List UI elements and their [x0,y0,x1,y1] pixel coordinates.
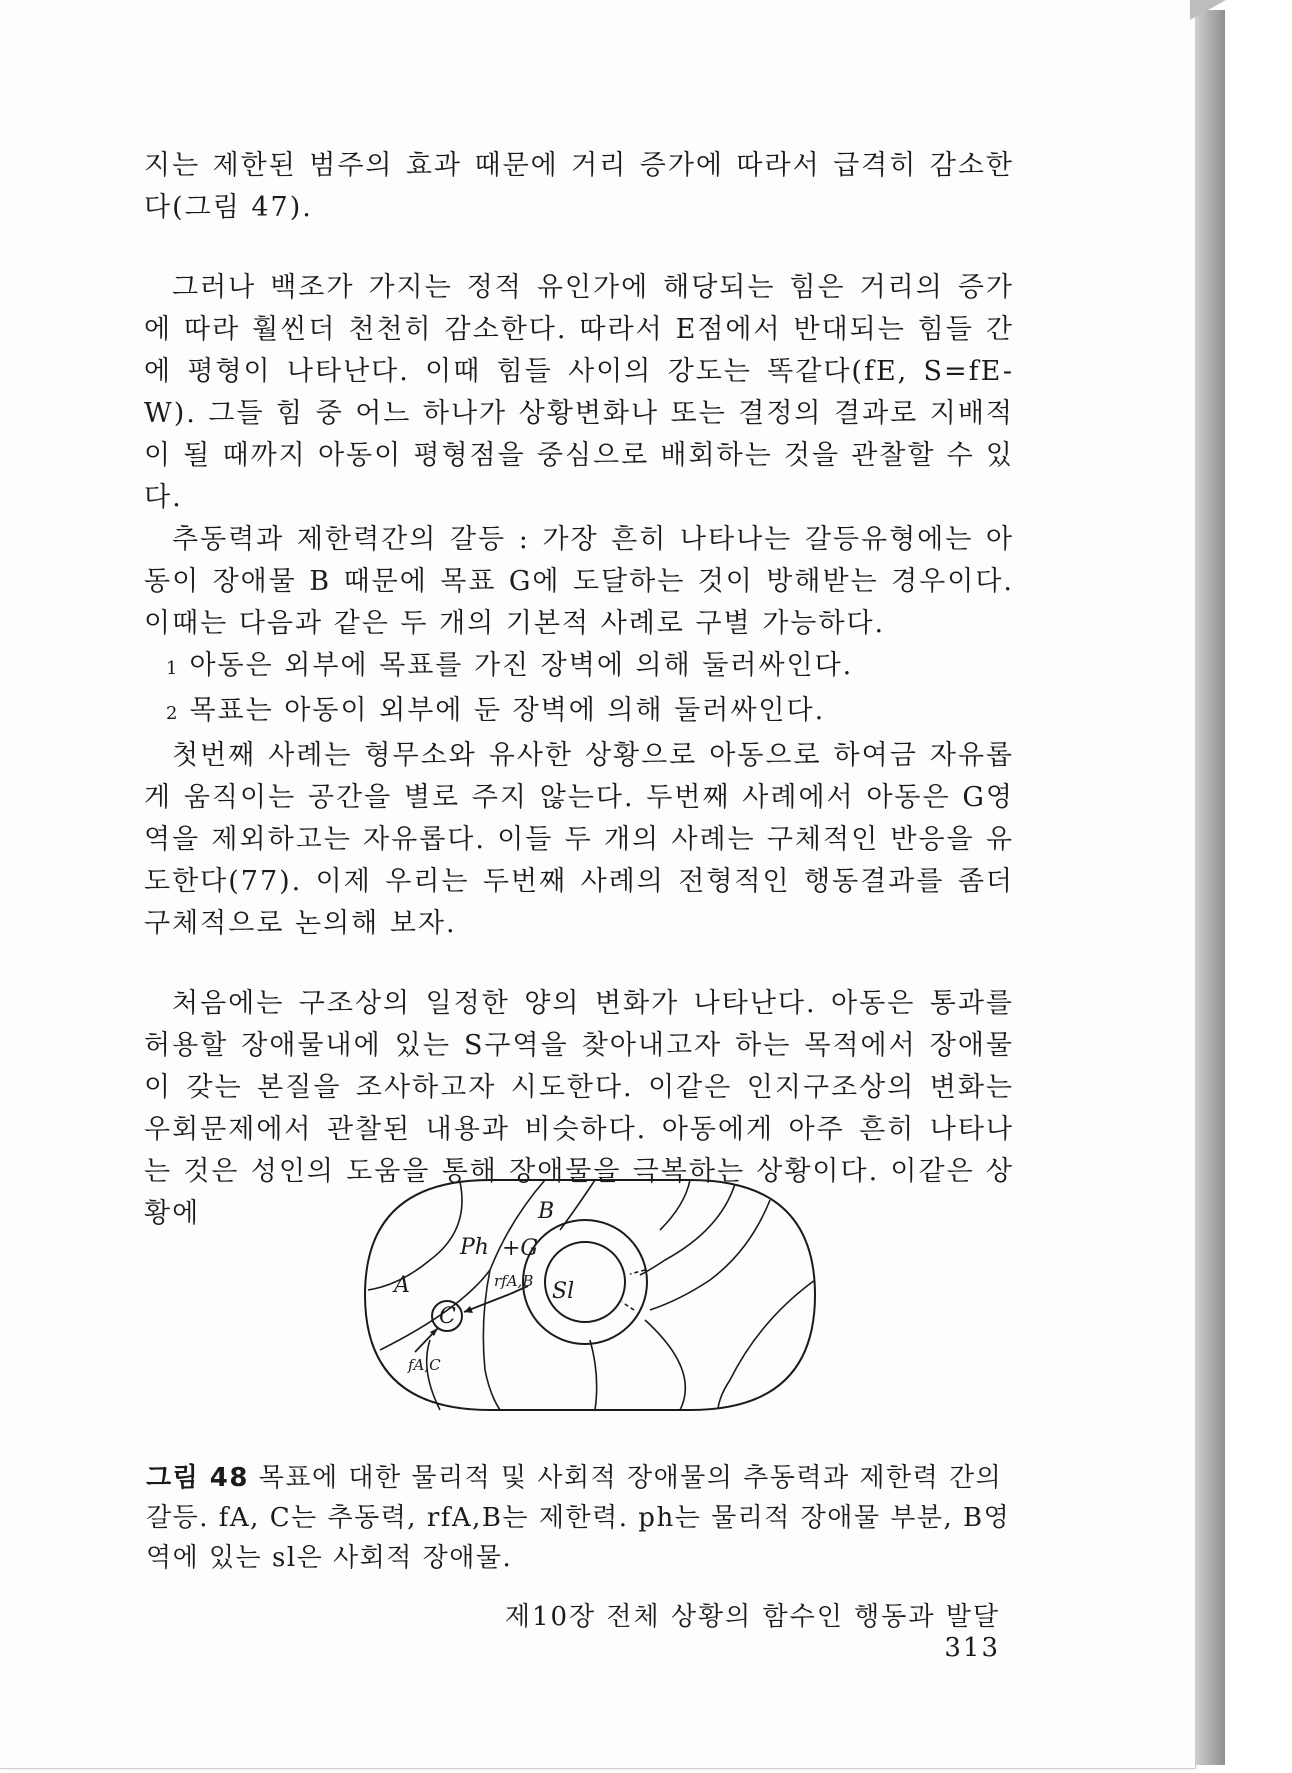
paragraph-4: 첫번째 사례는 형무소와 유사한 상황으로 아동으로 하여금 자유롭게 움직이는 공간을 별로 주지 않는다. 두번째 사례에서 아동은 G영역을 제외하고는 자유롭다. 이들 두 개의 사례는 구체적인 반응을 유도한다(77). 이제 우리는 두번째 사례의 전형적인 행동결과를 좀더 구체적으로 논의해 보자. [144,740,1014,939]
figure-48-diagram [360,1170,820,1420]
caption-title: 그림 48 [146,1463,249,1493]
barrier-outer-circle [523,1220,647,1344]
region-line [368,1182,462,1290]
label-physical-barrier: Ph [460,1235,489,1260]
region-line [645,1320,685,1410]
chapter-title: 제10장 전체 상황의 함수인 행동과 발달 [504,1602,1000,1632]
region-line [650,1200,770,1310]
figure-caption [146,1458,1016,1578]
region-line [640,1184,735,1275]
label-barrier: B [538,1199,555,1224]
paragraph-gap [144,229,1014,267]
body-text [144,145,1014,1235]
region-line [660,1180,690,1230]
label-restraining-force: rfA,B [494,1272,534,1290]
list-number: 2 [166,703,180,724]
region-line [718,1280,815,1408]
region-line [483,1270,500,1410]
field-boundary [365,1180,815,1410]
label-goal: +G [502,1236,539,1261]
label-region-a: A [394,1273,410,1298]
barrier-diagram [360,1170,820,1420]
label-social-barrier: Sl [552,1279,575,1304]
paragraph-3: 추동력과 제한력간의 갈등 : 가장 흔히 나타나는 갈등유형에는 아동이 장애물 B 때문에 목표 G에 도달하는 것이 방해받는 경우이다. 이때는 다음과 같은 두 개의 기본적 사례로 구별 가능하다. [144,524,1014,639]
list-number: 1 [166,658,180,679]
label-child: C [439,1304,456,1329]
label-driving-force: fA,C [408,1356,441,1374]
list-text: 아동은 외부에 목표를 가진 장벽에 의해 둘러싸인다. [189,650,854,681]
list-item [144,690,1014,735]
list-text: 목표는 아동이 외부에 둔 장벽에 의해 둘러싸인다. [189,695,826,726]
page-edge-corner [1190,0,1226,20]
caption-text: 목표에 대한 물리적 및 사회적 장애물의 추동력과 제한력 간의 갈등. fA, C는 추동력, rfA,B는 제한력. ph는 물리적 장애물 부분, B영역에 있는 sl은 사회적 장애물. [146,1463,1011,1573]
paragraph-5: 처음에는 구조상의 일정한 양의 변화가 나타난다. 아동은 통과를 허용할 장애물내에 있는 S구역을 찾아내고자 하는 목적에서 장애물이 갖는 본질을 조사하고자 시도한다. 이같은 인지구조상의 변화는 우회문제에서 관찰된 내용과 비슷하다. 아동에게 아주 흔히 나타나는 것은 성인의 도움을 통해 장애물을 극복하는 상황이다. 이같은 상황에 [144,988,1014,1229]
paragraph-gap [144,945,1014,983]
paragraph-2: 그러나 백조가 가지는 정적 유인가에 해당되는 힘은 거리의 증가에 따라 훨씬더 천천히 감소한다. 따라서 E점에서 반대되는 힘들 간에 평형이 나타난다. 이때 힘들 사이의 강도는 똑같다(fE, S=fE-W). 그들 힘 중 어느 하나가 상황변화나 또는 결정의 결과로 지배적이 될 때까지 아동이 평형점을 중심으로 배회하는 것을 관찰할 수 있다. [144,272,1014,513]
page-number: 313 [944,1633,1000,1663]
running-footer [440,1596,1000,1663]
list-item [144,645,1014,690]
region-line [590,1340,597,1410]
paragraph-1: 지는 제한된 범주의 효과 때문에 거리 증가에 따라서 급격히 감소한다(그림 47). [144,150,1014,223]
page-edge-shadow [1195,10,1225,1765]
